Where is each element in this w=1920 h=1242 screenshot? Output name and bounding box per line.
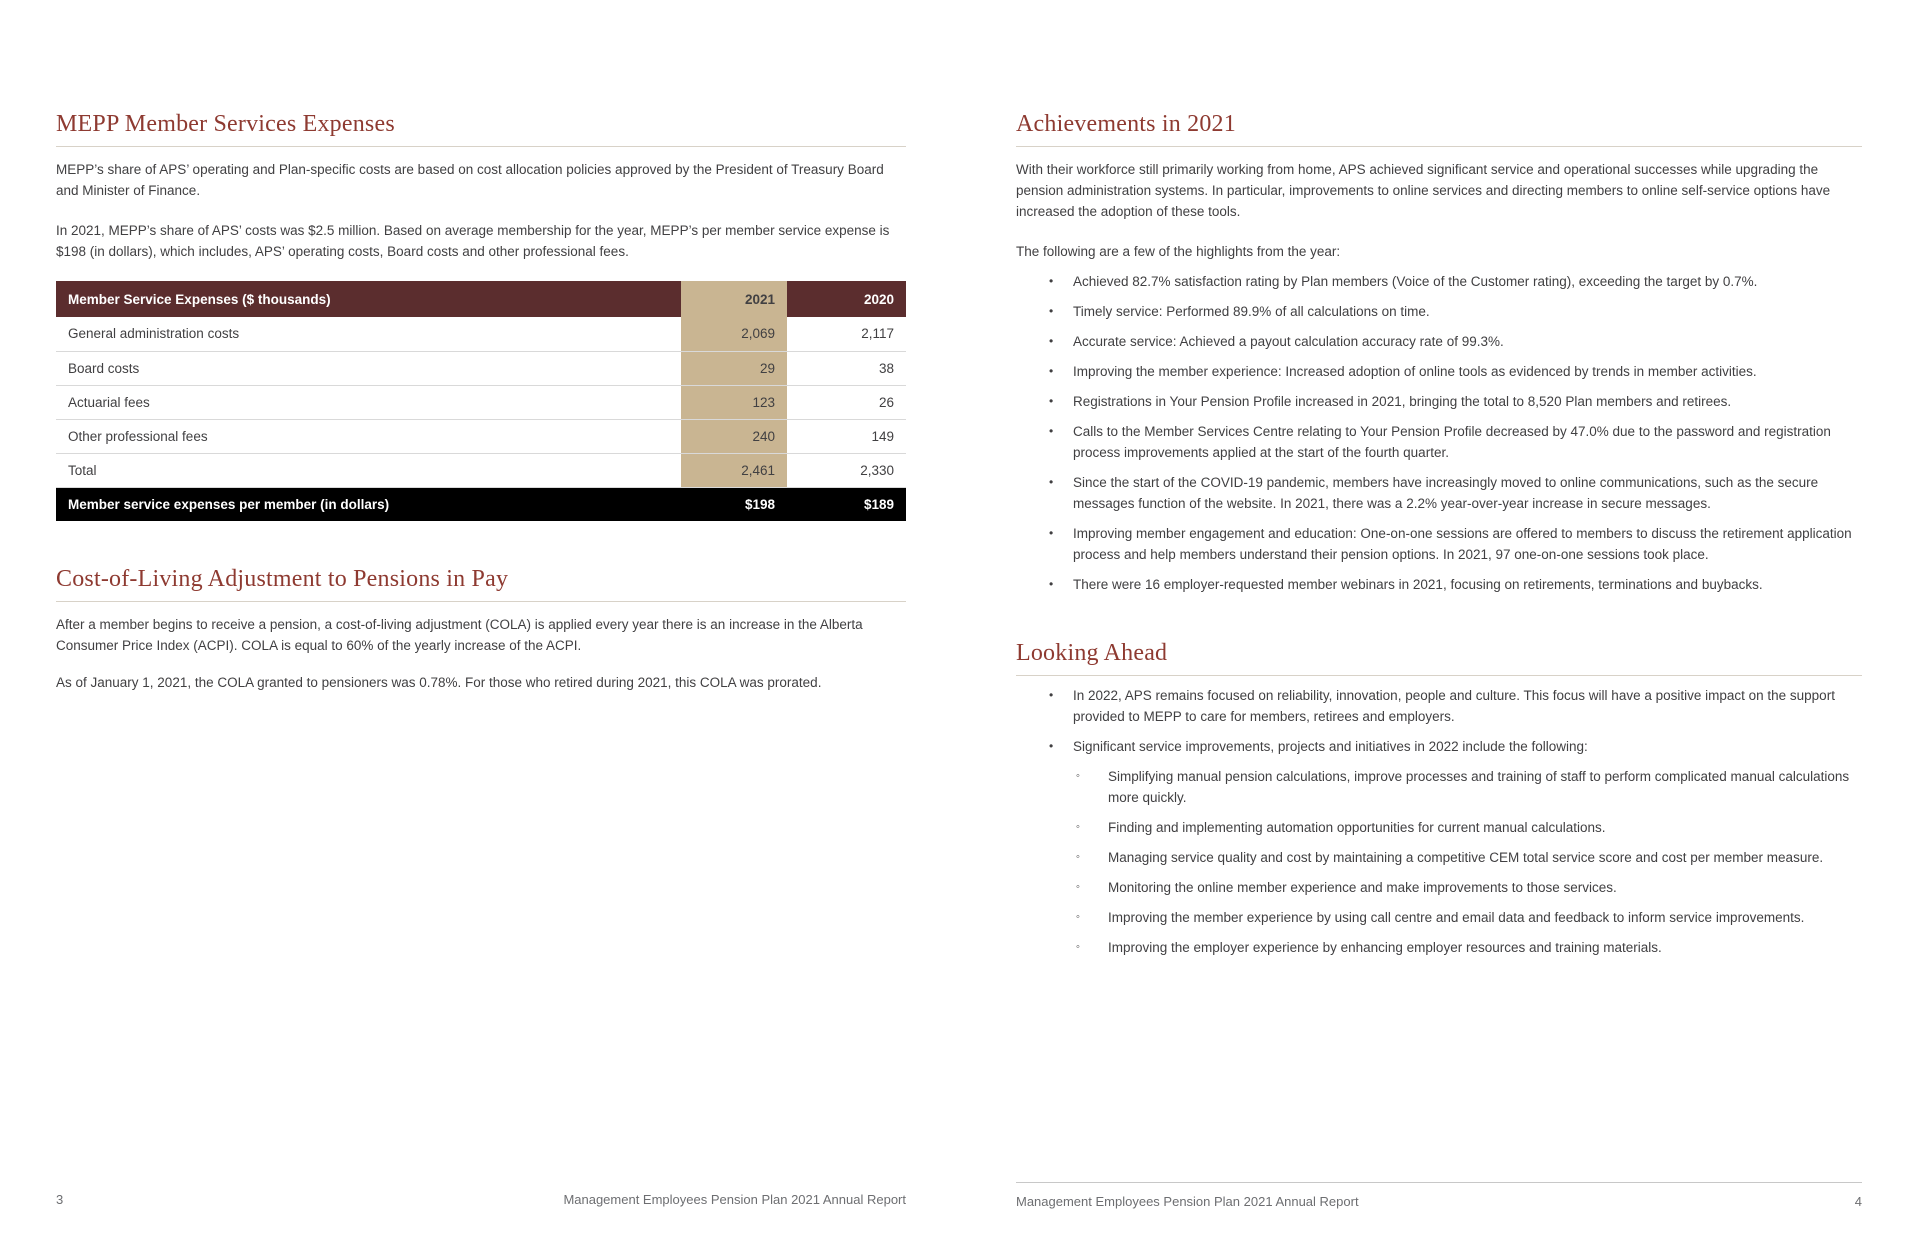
paragraph: As of January 1, 2021, the COLA granted to pensioners was 0.78%. For those who retired during 2021, this COLA was prorated.	[56, 675, 822, 690]
table-cell-2021: 123	[681, 385, 787, 419]
section-title-looking-ahead: Looking Ahead	[1016, 640, 1168, 666]
table-header-2021: 2021	[681, 281, 787, 317]
page-left	[56, 111, 906, 693]
heading-divider	[1016, 146, 1862, 147]
table-row-per-member	[56, 487, 906, 521]
table-row	[56, 351, 906, 385]
table-header-label: Member Service Expenses ($ thousands)	[56, 281, 681, 317]
table-cell-label: Total	[56, 453, 681, 487]
page-number: 4	[1854, 1194, 1862, 1209]
sub-list-item: ◦ Improving the employer experience by enhancing employer resources and training materials.	[1016, 937, 1862, 958]
table-cell-2021: $198	[681, 487, 787, 521]
table-cell-label: Member service expenses per member (in dollars)	[56, 487, 681, 521]
heading-divider	[1016, 675, 1862, 676]
paragraph: After a member begins to receive a pension, a cost-of-living adjustment (COLA) is applied every year there is an increase in the Alberta Consumer Price Index (ACPI). COLA is equal to 60% of the yearly increase of the ACPI.	[56, 617, 863, 653]
paragraph: The following are a few of the highlights from the year:	[1016, 244, 1341, 259]
table-cell-2021: 2,461	[681, 453, 787, 487]
table-cell-2021: 2,069	[681, 317, 787, 351]
looking-ahead-list	[1016, 685, 1862, 958]
paragraph: In 2021, MEPP’s share of APS’ costs was $2.5 million. Based on average membership for the year, MEPP’s per member service expense is $198 (in dollars), which includes, APS’ operating costs, Board costs and other professional fees.	[56, 223, 890, 259]
table-cell-2020: $189	[787, 487, 906, 521]
list-item: • Accurate service: Achieved a payout calculation accuracy rate of 99.3%.	[1016, 331, 1862, 352]
footer-report-title: Management Employees Pension Plan 2021 Annual Report	[563, 1192, 906, 1207]
section-title-achievements: Achievements in 2021	[1016, 111, 1236, 137]
table-cell-2020: 149	[787, 419, 906, 453]
table-cell-2021: 240	[681, 419, 787, 453]
heading-divider	[56, 146, 906, 147]
list-item: • Significant service improvements, projects and initiatives in 2022 include the following:	[1016, 736, 1862, 757]
table-cell-2020: 2,117	[787, 317, 906, 351]
sub-list-item: ◦ Simplifying manual pension calculations, improve processes and training of staff to perform complicated manual calculations more quickly.	[1016, 766, 1862, 808]
table-row	[56, 385, 906, 419]
achievements-list	[1016, 271, 1862, 595]
table-cell-label: Board costs	[56, 351, 681, 385]
table-cell-label: General administration costs	[56, 317, 681, 351]
list-item: • There were 16 employer-requested member webinars in 2021, focusing on retirements, terminations and buybacks.	[1016, 574, 1862, 595]
list-item: • Timely service: Performed 89.9% of all calculations on time.	[1016, 301, 1862, 322]
footer-report-title: Management Employees Pension Plan 2021 Annual Report	[1016, 1194, 1359, 1209]
table-header-2020: 2020	[787, 281, 906, 317]
table-cell-2020: 38	[787, 351, 906, 385]
table-row-total	[56, 453, 906, 487]
table-cell-2020: 26	[787, 385, 906, 419]
footer-right	[1016, 1182, 1862, 1209]
table-row	[56, 317, 906, 351]
table-cell-label: Other professional fees	[56, 419, 681, 453]
list-item: • Improving the member experience: Increased adoption of online tools as evidenced by trends in member activities.	[1016, 361, 1862, 382]
table-cell-2021: 29	[681, 351, 787, 385]
list-item: • Calls to the Member Services Centre relating to Your Pension Profile decreased by 47.0% due to the password and registration process improvements applied at the start of the fourth quarter.	[1016, 421, 1862, 463]
section-title-cola: Cost-of-Living Adjustment to Pensions in Pay	[56, 566, 509, 592]
footer-left	[56, 1192, 906, 1207]
table-cell-2020: 2,330	[787, 453, 906, 487]
member-service-expenses-table	[56, 281, 906, 521]
list-item: • In 2022, APS remains focused on reliability, innovation, people and culture. This focus will have a positive impact on the support provided to MEPP to care for members, retirees and employers.	[1016, 685, 1862, 727]
page-number: 3	[56, 1192, 64, 1207]
list-item: • Since the start of the COVID-19 pandemic, members have increasingly moved to online communications, such as the secure messages function of the website. In 2021, there was a 2.2% year-over-year increase in secure messages.	[1016, 472, 1862, 514]
table-header-row	[56, 281, 906, 317]
sub-list-item: ◦ Monitoring the online member experience and make improvements to those services.	[1016, 877, 1862, 898]
list-item: • Registrations in Your Pension Profile increased in 2021, bringing the total to 8,520 Plan members and retirees.	[1016, 391, 1862, 412]
paragraph: MEPP’s share of APS’ operating and Plan-specific costs are based on cost allocation policies approved by the President of Treasury Board and Minister of Finance.	[56, 162, 884, 198]
list-item: • Improving member engagement and education: One-on-one sessions are offered to members to discuss the retirement application process and help members understand their pension options. In 2021, 97 one-on-one sessions took place.	[1016, 523, 1862, 565]
table-row	[56, 419, 906, 453]
table-cell-label: Actuarial fees	[56, 385, 681, 419]
sub-list-item: ◦ Managing service quality and cost by maintaining a competitive CEM total service score and cost per member measure.	[1016, 847, 1862, 868]
sub-list-item: ◦ Finding and implementing automation opportunities for current manual calculations.	[1016, 817, 1862, 838]
heading-divider	[56, 601, 906, 602]
paragraph: With their workforce still primarily working from home, APS achieved significant service and operational successes while upgrading the pension administration systems. In particular, improvements to online services and directing members to online self-service options have increased the adoption of these tools.	[1016, 162, 1831, 219]
sub-list-item: ◦ Improving the member experience by using call centre and email data and feedback to inform service improvements.	[1016, 907, 1862, 928]
list-item: • Achieved 82.7% satisfaction rating by Plan members (Voice of the Customer rating), exceeding the target by 0.7%.	[1016, 271, 1862, 292]
page-right	[1016, 111, 1862, 958]
section-title-member-services-expenses: MEPP Member Services Expenses	[56, 111, 395, 137]
